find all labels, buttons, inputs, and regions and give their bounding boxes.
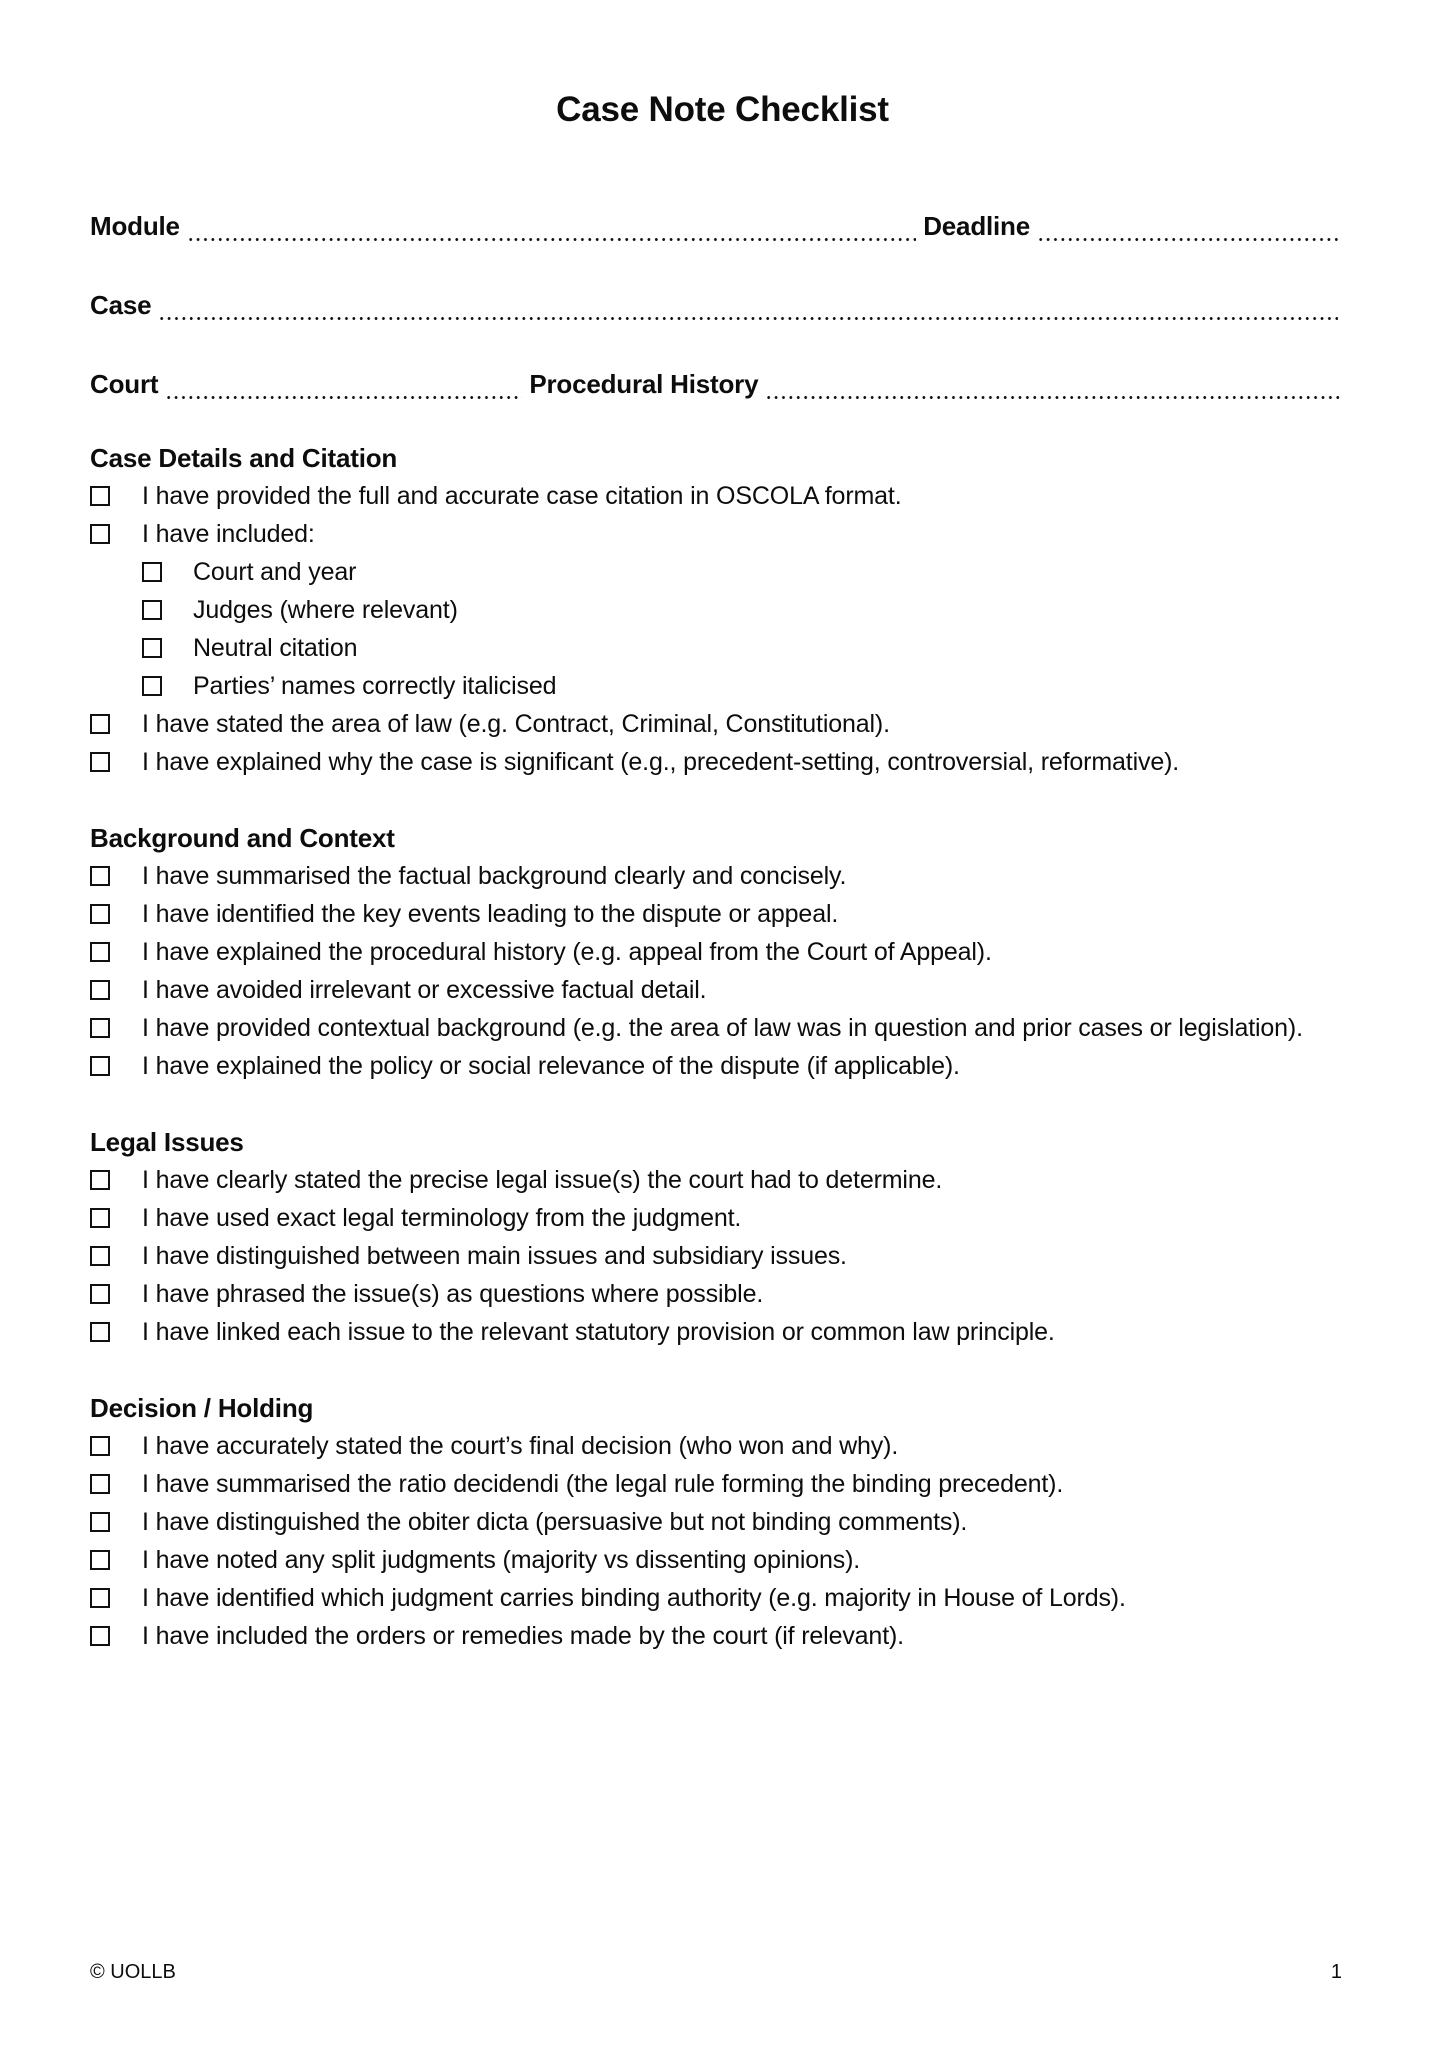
checkbox-icon[interactable] xyxy=(90,1550,110,1570)
checkbox-icon[interactable] xyxy=(90,1056,110,1076)
section-heading: Background and Context xyxy=(90,823,395,853)
checklist-section xyxy=(90,819,1350,1085)
section-heading: Case Details and Citation xyxy=(90,443,398,473)
checkbox-icon[interactable] xyxy=(90,980,110,1000)
deadline-label: Deadline xyxy=(923,211,1030,241)
checklist-section xyxy=(90,1123,1350,1351)
page-number: 1 xyxy=(1330,1961,1342,1983)
case-label: Case xyxy=(90,290,152,320)
footer-copyright: © UOLLB xyxy=(90,1961,176,1983)
checklist-item-text: I have identified which judgment carries binding authority (e.g. majority in House of Lords). xyxy=(142,1584,1126,1612)
checklist-item-text: Judges (where relevant) xyxy=(193,596,458,624)
checkbox-icon[interactable] xyxy=(142,562,162,582)
checkbox-icon[interactable] xyxy=(90,1436,110,1456)
checklist-subitem xyxy=(90,629,1350,667)
checkbox-icon[interactable] xyxy=(90,904,110,924)
checklist-item xyxy=(90,1009,1350,1047)
checklist-item-text: Parties’ names correctly italicised xyxy=(193,672,557,700)
checklist-item-text: I have explained why the case is significant (e.g., precedent-setting, controversial, reformative). xyxy=(142,748,1180,776)
page-title: Case Note Checklist xyxy=(556,90,889,129)
checklist-item-text: Neutral citation xyxy=(193,634,358,662)
checklist-item-text: I have linked each issue to the relevant statutory provision or common law principle. xyxy=(142,1318,1055,1346)
checklist-item-text: I have noted any split judgments (majority vs dissenting opinions). xyxy=(142,1546,861,1574)
checkbox-icon[interactable] xyxy=(142,600,162,620)
court-label: Court xyxy=(90,369,159,399)
case-field[interactable] xyxy=(158,299,1338,321)
checklist-item-text: I have explained the procedural history (e.g. appeal from the Court of Appeal). xyxy=(142,938,992,966)
module-field[interactable] xyxy=(187,220,916,242)
checklist-item-text: I have distinguished the obiter dicta (persuasive but not binding comments). xyxy=(142,1508,968,1536)
checklist-item-text: I have distinguished between main issues and subsidiary issues. xyxy=(142,1242,847,1270)
checklist-item xyxy=(90,1503,1350,1541)
checklist-item-text: I have avoided irrelevant or excessive factual detail. xyxy=(142,976,707,1004)
checkbox-icon[interactable] xyxy=(90,1018,110,1038)
checkbox-icon[interactable] xyxy=(90,1284,110,1304)
checklist-item xyxy=(90,1427,1350,1465)
court-field[interactable] xyxy=(165,378,522,400)
checklist-item xyxy=(90,1047,1350,1085)
deadline-field[interactable] xyxy=(1037,220,1342,242)
checklist-item-text: I have stated the area of law (e.g. Contract, Criminal, Constitutional). xyxy=(142,710,890,738)
checklist-item-text: I have clearly stated the precise legal issue(s) the court had to determine. xyxy=(142,1166,943,1194)
case-row xyxy=(90,286,1342,324)
checklist-item xyxy=(90,1465,1350,1503)
checklist-item xyxy=(90,933,1350,971)
checklist-subitem xyxy=(90,667,1350,705)
checklist-item-text: I have included: xyxy=(142,520,315,548)
checklist-item xyxy=(90,477,1350,515)
checklist-item-text: I have provided contextual background (e.g. the area of law was in question and prior cases or legislation). xyxy=(142,1014,1303,1042)
checkbox-icon[interactable] xyxy=(90,1208,110,1228)
checkbox-icon[interactable] xyxy=(90,1626,110,1646)
checkbox-icon[interactable] xyxy=(90,752,110,772)
checklist-item-text: I have provided the full and accurate case citation in OSCOLA format. xyxy=(142,482,902,510)
checkbox-icon[interactable] xyxy=(90,1322,110,1342)
checklist-item-text: I have summarised the ratio decidendi (the legal rule forming the binding precedent). xyxy=(142,1470,1064,1498)
checklist-item xyxy=(90,1161,1350,1199)
checklist-subitem xyxy=(90,553,1350,591)
checklist-item xyxy=(90,1579,1350,1617)
procedural-history-field[interactable] xyxy=(765,378,1342,400)
checklist-item xyxy=(90,705,1350,743)
checkbox-icon[interactable] xyxy=(90,1246,110,1266)
checklist-item xyxy=(90,857,1350,895)
checklist-item xyxy=(90,1237,1350,1275)
court-procedural-row xyxy=(90,365,1342,403)
checklist-subitem xyxy=(90,591,1350,629)
checklist-item xyxy=(90,1275,1350,1313)
checklist-item xyxy=(90,971,1350,1009)
checklist-item-text: I have phrased the issue(s) as questions where possible. xyxy=(142,1280,764,1308)
checklist-item xyxy=(90,895,1350,933)
checklist-item-text: Court and year xyxy=(193,558,357,586)
checklist-item xyxy=(90,515,1350,553)
checkbox-icon[interactable] xyxy=(90,1170,110,1190)
checklist-item xyxy=(90,743,1350,781)
checklist-item-text: I have summarised the factual background clearly and concisely. xyxy=(142,862,847,890)
checklist-item xyxy=(90,1199,1350,1237)
checklist-body xyxy=(90,439,1350,1693)
checkbox-icon[interactable] xyxy=(142,638,162,658)
checklist-item-text: I have used exact legal terminology from the judgment. xyxy=(142,1204,742,1232)
checklist-section xyxy=(90,1389,1350,1655)
checkbox-icon[interactable] xyxy=(90,1474,110,1494)
section-heading: Legal Issues xyxy=(90,1127,244,1157)
checklist-item-text: I have explained the policy or social relevance of the dispute (if applicable). xyxy=(142,1052,960,1080)
checkbox-icon[interactable] xyxy=(90,1512,110,1532)
checklist-item xyxy=(90,1541,1350,1579)
checkbox-icon[interactable] xyxy=(90,714,110,734)
checklist-section xyxy=(90,439,1350,781)
checklist-item xyxy=(90,1313,1350,1351)
checkbox-icon[interactable] xyxy=(142,676,162,696)
procedural-history-label: Procedural History xyxy=(529,369,759,399)
checklist-item-text: I have identified the key events leading to the dispute or appeal. xyxy=(142,900,839,928)
checklist-item xyxy=(90,1617,1350,1655)
checkbox-icon[interactable] xyxy=(90,524,110,544)
checkbox-icon[interactable] xyxy=(90,942,110,962)
module-deadline-row xyxy=(90,207,1342,245)
checkbox-icon[interactable] xyxy=(90,866,110,886)
section-heading: Decision / Holding xyxy=(90,1393,314,1423)
checklist-item-text: I have accurately stated the court’s final decision (who won and why). xyxy=(142,1432,899,1460)
checkbox-icon[interactable] xyxy=(90,1588,110,1608)
module-label: Module xyxy=(90,211,180,241)
checkbox-icon[interactable] xyxy=(90,486,110,506)
checklist-item-text: I have included the orders or remedies made by the court (if relevant). xyxy=(142,1622,904,1650)
